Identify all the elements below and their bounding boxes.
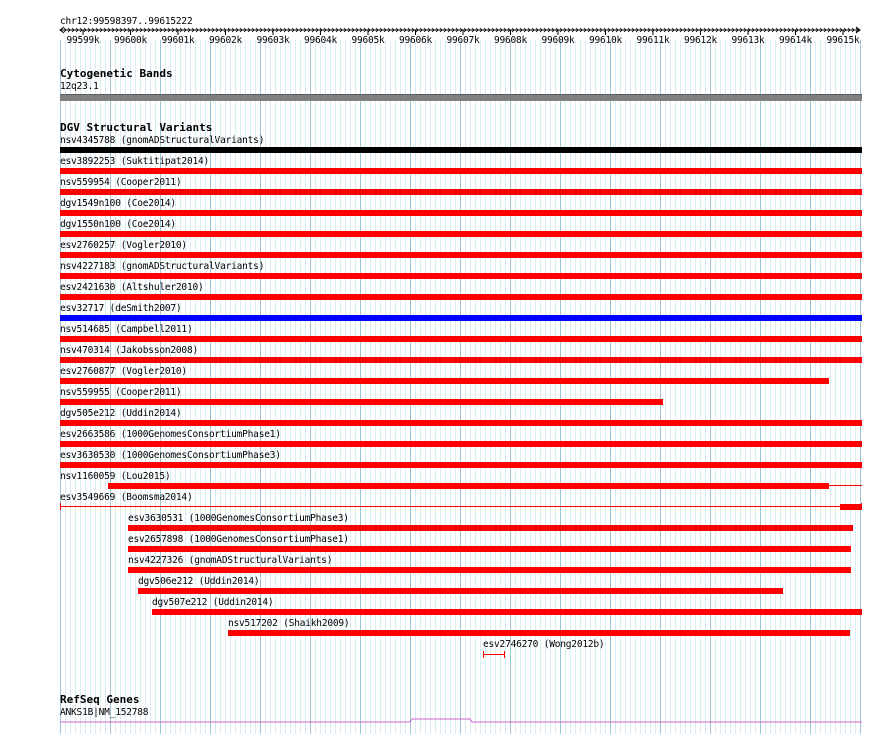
dgv-feature-bar[interactable] [60,189,862,195]
dgv-feature-label: dgv507e212 (Uddin2014) [152,597,274,608]
dgv-feature-label: nsv4227326 (gnomADStructuralVariants) [128,555,333,566]
dgv-feature-end-cap [861,503,862,510]
dgv-feature-end-cap [483,651,484,658]
dgv-feature-label: esv2746270 (Wong2012b) [483,639,605,650]
dgv-feature-bar[interactable] [60,378,829,384]
dgv-feature-bar[interactable] [60,273,862,279]
cytoband-bar[interactable] [60,94,862,101]
dgv-feature-label: esv2657898 (1000GenomesConsortiumPhase1) [128,534,349,545]
dgv-feature-label: nsv4227183 (gnomADStructuralVariants) [60,261,265,272]
dgv-feature-label: esv2663586 (1000GenomesConsortiumPhase1) [60,429,281,440]
dgv-feature-label: esv3630531 (1000GenomesConsortiumPhase3) [128,513,349,524]
dgv-feature-label: nsv4345788 (gnomADStructuralVariants) [60,135,265,146]
ruler-tick-label: 99601k [161,35,195,46]
dgv-feature-bar[interactable] [60,252,862,258]
ruler-tick-label: 99602k [208,35,243,46]
dgv-feature-bar[interactable] [128,567,851,573]
track-title-dgv: DGV Structural Variants [60,121,213,134]
dgv-feature-label: esv32717 (deSmith2007) [60,303,182,314]
dgv-feature-label: esv2760877 (Vogler2010) [60,366,187,377]
dgv-feature-label: nsv470314 (Jakobsson2008) [60,345,198,356]
dgv-feature-label: nsv1160059 (Lou2015) [60,471,171,482]
dgv-feature-bar[interactable] [840,504,862,510]
track-title-cytoband: Cytogenetic Bands [60,67,173,80]
dgv-feature-bar[interactable] [60,231,862,237]
refseq-gene-label: ANKS1B|NM_152788 [60,707,149,718]
ruler-tick-label: 99614k [778,35,813,46]
dgv-feature-connector [829,485,862,486]
ruler-tick-label: 99606k [398,35,433,46]
dgv-feature-label: nsv559954 (Cooper2011) [60,177,182,188]
ruler-coordinates: chr12:99598397..99615222 [60,16,193,27]
track-title-refseq: RefSeq Genes [60,693,140,706]
ruler-tick-label: 99604k [303,35,338,46]
ruler-tick-label: 99613k [731,35,765,46]
dgv-feature-label: dgv1550n100 (Coe2014) [60,219,176,230]
ruler-tick-label: 99612k [683,35,718,46]
ruler-tick-label: 99607k [446,35,480,46]
dgv-feature-label: esv3549669 (Boomsma2014) [60,492,193,503]
dgv-feature-end-cap [60,503,61,510]
cytoband-label: 12q23.1 [60,81,99,92]
ruler-tick-label: 99605k [351,35,385,46]
ruler-tick-label: 99615k [826,35,860,46]
dgv-feature-label: dgv505e212 (Uddin2014) [60,408,182,419]
ruler-tick-label: 99608k [493,35,528,46]
dgv-feature-label: nsv559955 (Cooper2011) [60,387,182,398]
dgv-feature-bar[interactable] [128,525,853,531]
ruler-tick-label: 99599k [66,35,100,46]
ruler-tick-label: 99600k [113,35,148,46]
dgv-feature-bar[interactable] [60,147,862,153]
dgv-feature-end-cap [504,651,505,658]
dgv-feature-label: dgv1549n100 (Coe2014) [60,198,176,209]
dgv-feature-bar[interactable] [483,654,505,655]
ruler-tick-label: 99603k [256,35,290,46]
dgv-feature-label: esv2421630 (Altshuler2010) [60,282,204,293]
dgv-feature-bar[interactable] [138,588,783,594]
refseq-gene-model[interactable] [0,714,890,726]
dgv-feature-label: esv2760257 (Vogler2010) [60,240,187,251]
ruler-tick-label: 99610k [588,35,623,46]
dgv-feature-bar[interactable] [60,420,862,426]
dgv-feature-bar[interactable] [152,609,862,615]
dgv-feature-bar[interactable] [60,462,862,468]
dgv-feature-label: esv3630530 (1000GenomesConsortiumPhase3) [60,450,281,461]
dgv-feature-bar[interactable] [60,294,862,300]
dgv-feature-bar[interactable] [128,546,851,552]
dgv-feature-bar[interactable] [60,210,862,216]
dgv-feature-label: esv3892253 (Suktitipat2014) [60,156,210,167]
dgv-feature-bar[interactable] [60,399,663,405]
dgv-feature-bar[interactable] [108,483,829,489]
dgv-feature-label: nsv517202 (Shaikh2009) [228,618,350,629]
ruler-tick-label: 99609k [541,35,575,46]
dgv-feature-bar[interactable] [60,336,862,342]
dgv-feature-bar[interactable] [228,630,850,636]
dgv-feature-connector [60,506,840,507]
dgv-feature-bar[interactable] [60,168,862,174]
dgv-feature-bar[interactable] [60,315,862,321]
dgv-feature-bar[interactable] [60,441,862,447]
dgv-feature-label: dgv506e212 (Uddin2014) [138,576,260,587]
dgv-feature-label: nsv514685 (Campbell2011) [60,324,193,335]
dgv-feature-bar[interactable] [60,357,862,363]
ruler-tick-label: 99611k [636,35,670,46]
